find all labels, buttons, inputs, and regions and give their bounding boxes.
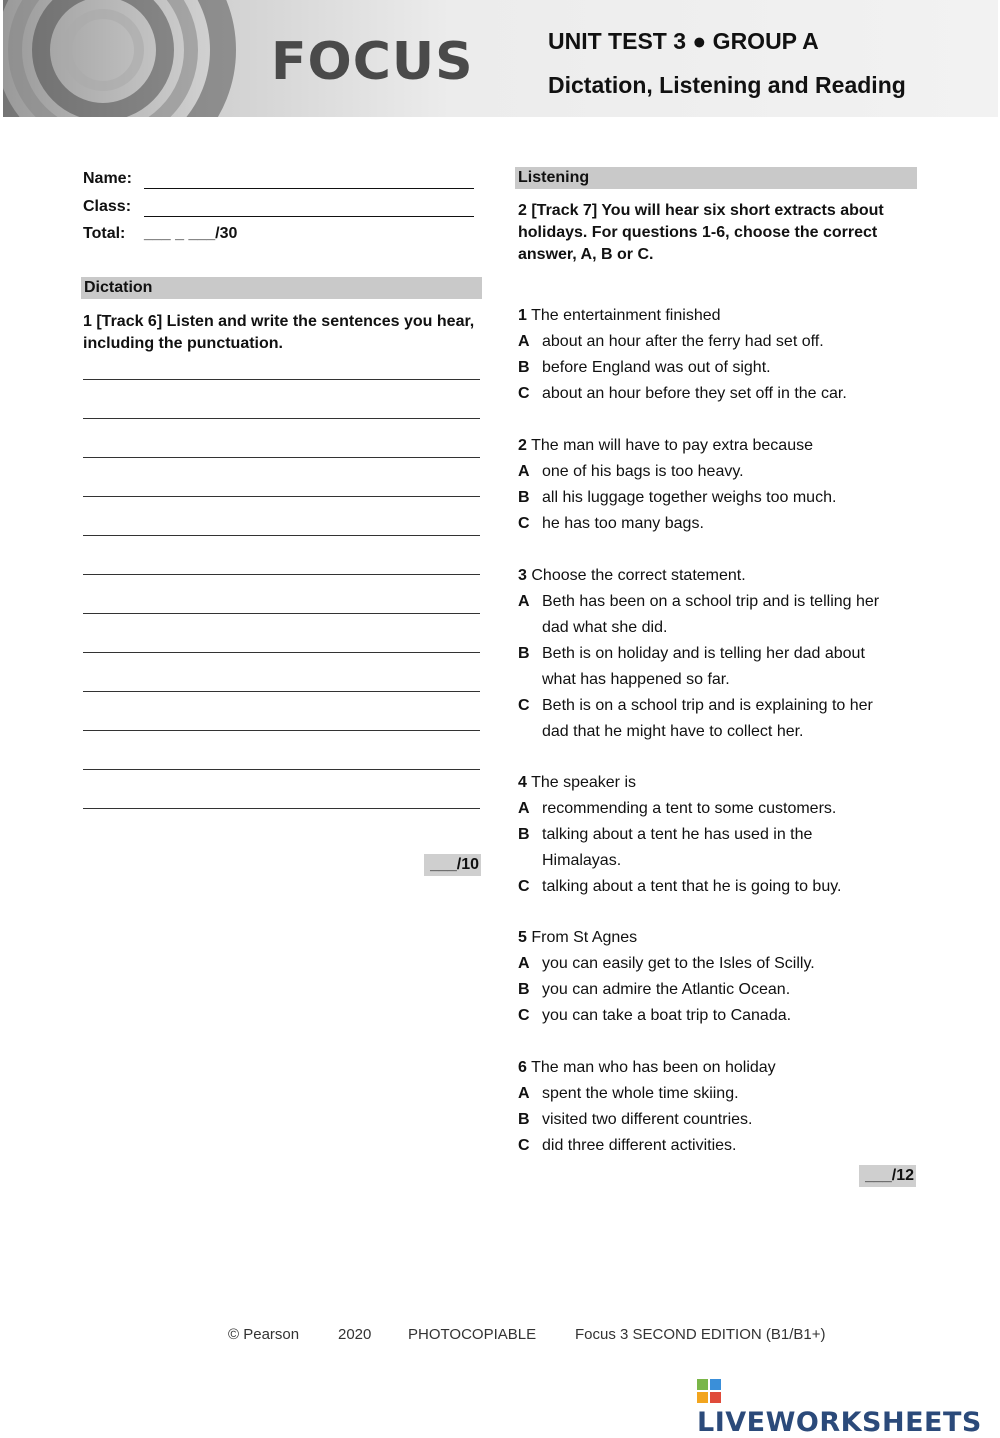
header-banner xyxy=(3,0,998,117)
option-a[interactable]: A about an hour after the ferry had set off. xyxy=(518,333,824,350)
liveworksheets-logo-icon xyxy=(697,1379,721,1403)
name-label: Name: xyxy=(83,170,132,187)
listening-instruction: 2 [Track 7] You will hear six short extracts about holidays. For questions 1-6, choose the correct answer, A, B or C. xyxy=(518,202,884,263)
option-a[interactable]: A recommending a tent to some customers. xyxy=(518,800,837,817)
focus-rings-logo xyxy=(3,0,273,117)
question-stem: 6 The man who has been on holiday xyxy=(518,1059,776,1076)
answer-line[interactable] xyxy=(83,613,480,614)
option-c[interactable]: C did three different activities. xyxy=(518,1137,737,1154)
answer-line[interactable] xyxy=(83,379,480,380)
total-value: ___ _ ___/30 xyxy=(144,225,238,242)
option-a[interactable]: A Beth has been on a school trip and is telling her dad what she did. xyxy=(518,593,880,636)
option-c[interactable]: C you can take a boat trip to Canada. xyxy=(518,1007,792,1024)
option-c[interactable]: C Beth is on a school trip and is explaining to her dad that he might have to collect her. xyxy=(518,697,873,740)
answer-line[interactable] xyxy=(83,418,480,419)
footer-copyright: © Pearson xyxy=(228,1326,300,1343)
footer-photocopiable: PHOTOCOPIABLE xyxy=(408,1326,537,1343)
dictation-heading: Dictation xyxy=(81,277,482,299)
option-a[interactable]: A spent the whole time skiing. xyxy=(518,1085,739,1102)
liveworksheets-watermark: LIVEWORKSHEETS xyxy=(697,1376,1000,1438)
answer-line[interactable] xyxy=(83,808,480,809)
option-b[interactable]: B talking about a tent he has used in the Himalayas. xyxy=(518,826,813,869)
total-label: Total: xyxy=(83,225,126,242)
question-5 xyxy=(518,925,918,1029)
question-stem: 4 The speaker is xyxy=(518,774,636,791)
question-2 xyxy=(518,433,918,537)
option-a[interactable]: A one of his bags is too heavy. xyxy=(518,463,744,480)
question-stem: 3 Choose the correct statement. xyxy=(518,567,746,584)
option-b[interactable]: B before England was out of sight. xyxy=(518,359,771,376)
question-stem: 2 The man will have to pay extra because xyxy=(518,437,813,454)
answer-line[interactable] xyxy=(83,457,480,458)
option-a[interactable]: A you can easily get to the Isles of Scilly. xyxy=(518,955,815,972)
option-b[interactable]: B visited two different countries. xyxy=(518,1111,753,1128)
option-b[interactable]: B you can admire the Atlantic Ocean. xyxy=(518,981,791,998)
dictation-score: ___/10 xyxy=(424,854,481,876)
brand-logo-text: FOCUS xyxy=(271,32,474,92)
answer-line[interactable] xyxy=(83,496,480,497)
option-b[interactable]: B Beth is on holiday and is telling her dad about what has happened so far. xyxy=(518,645,865,688)
question-3 xyxy=(518,563,898,745)
dictation-instruction: 1 [Track 6] Listen and write the sentences you hear, including the punctuation. xyxy=(83,313,475,352)
answer-line[interactable] xyxy=(83,535,480,536)
answer-line[interactable] xyxy=(83,691,480,692)
footer-year: 2020 xyxy=(338,1326,372,1343)
question-1 xyxy=(518,303,918,407)
answer-line[interactable] xyxy=(83,574,480,575)
option-c[interactable]: C he has too many bags. xyxy=(518,515,704,532)
class-line[interactable] xyxy=(144,198,474,217)
option-c[interactable]: C talking about a tent that he is going to buy. xyxy=(518,878,842,895)
unit-title: UNIT TEST 3 ● GROUP A xyxy=(548,28,819,54)
class-label: Class: xyxy=(83,198,132,215)
option-c[interactable]: C about an hour before they set off in the car. xyxy=(518,385,847,402)
test-subtitle: Dictation, Listening and Reading xyxy=(548,72,906,98)
question-6 xyxy=(518,1055,918,1159)
listening-heading: Listening xyxy=(515,167,917,189)
question-4 xyxy=(518,770,868,900)
listening-score: ___/12 xyxy=(859,1165,916,1187)
name-line[interactable] xyxy=(144,170,474,189)
question-stem: 5 From St Agnes xyxy=(518,929,638,946)
question-stem: 1 The entertainment finished xyxy=(518,307,721,324)
answer-line[interactable] xyxy=(83,652,480,653)
answer-line[interactable] xyxy=(83,769,480,770)
option-b[interactable]: B all his luggage together weighs too much. xyxy=(518,489,837,506)
total-field[interactable] xyxy=(83,225,238,243)
answer-line[interactable] xyxy=(83,730,480,731)
footer-edition: Focus 3 SECOND EDITION (B1/B1+) xyxy=(575,1326,826,1343)
class-field[interactable] xyxy=(83,198,131,216)
name-field[interactable] xyxy=(83,170,132,188)
